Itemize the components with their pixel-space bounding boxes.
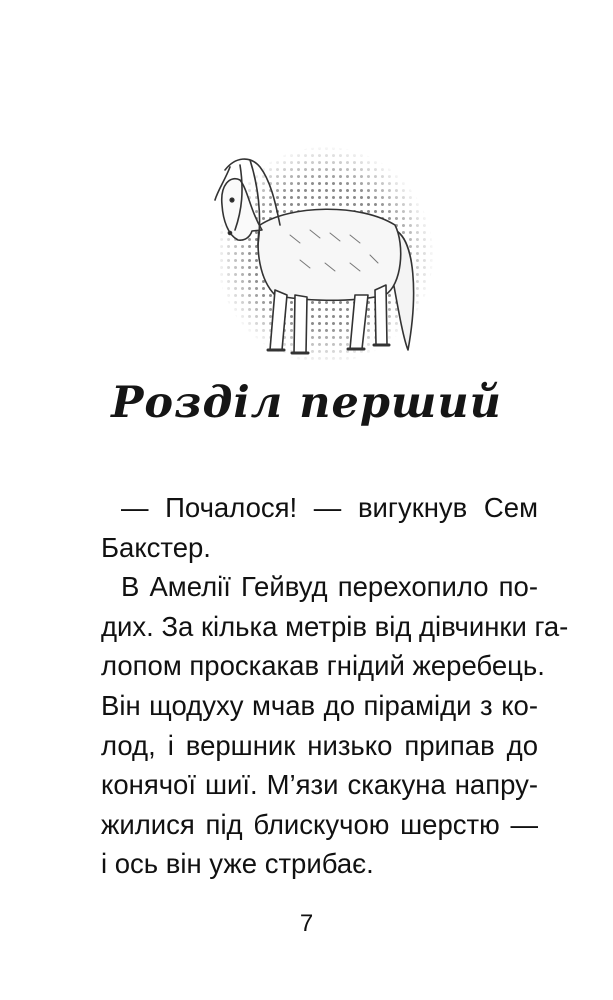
text-line: — Почалося! — вигукнув Сем: [121, 492, 538, 523]
pony-illustration-icon: [190, 145, 450, 380]
text-line: В Амелії Гейвуд перехопило по-: [121, 571, 538, 603]
text-line: лопом проскакав гнідий жеребець.: [101, 650, 545, 682]
text-line: дих. За кілька метрів від дівчинки га-: [101, 610, 569, 642]
page-number: 7: [299, 910, 314, 937]
text-line: жилися під блискучою шерстю —: [101, 808, 538, 840]
text-line: лод, і вершник низько припав до: [101, 729, 538, 761]
text-line: Він щодуху мчав до піраміди з ко-: [101, 689, 538, 721]
text-line: конячої шиї. М’язи скакуна напру-: [101, 769, 538, 801]
body-text: [101, 488, 569, 884]
text-line: Бакстер.: [101, 531, 211, 563]
text-line: і ось він уже стрибає.: [101, 848, 374, 880]
chapter-title: Розділ перший: [111, 378, 502, 428]
